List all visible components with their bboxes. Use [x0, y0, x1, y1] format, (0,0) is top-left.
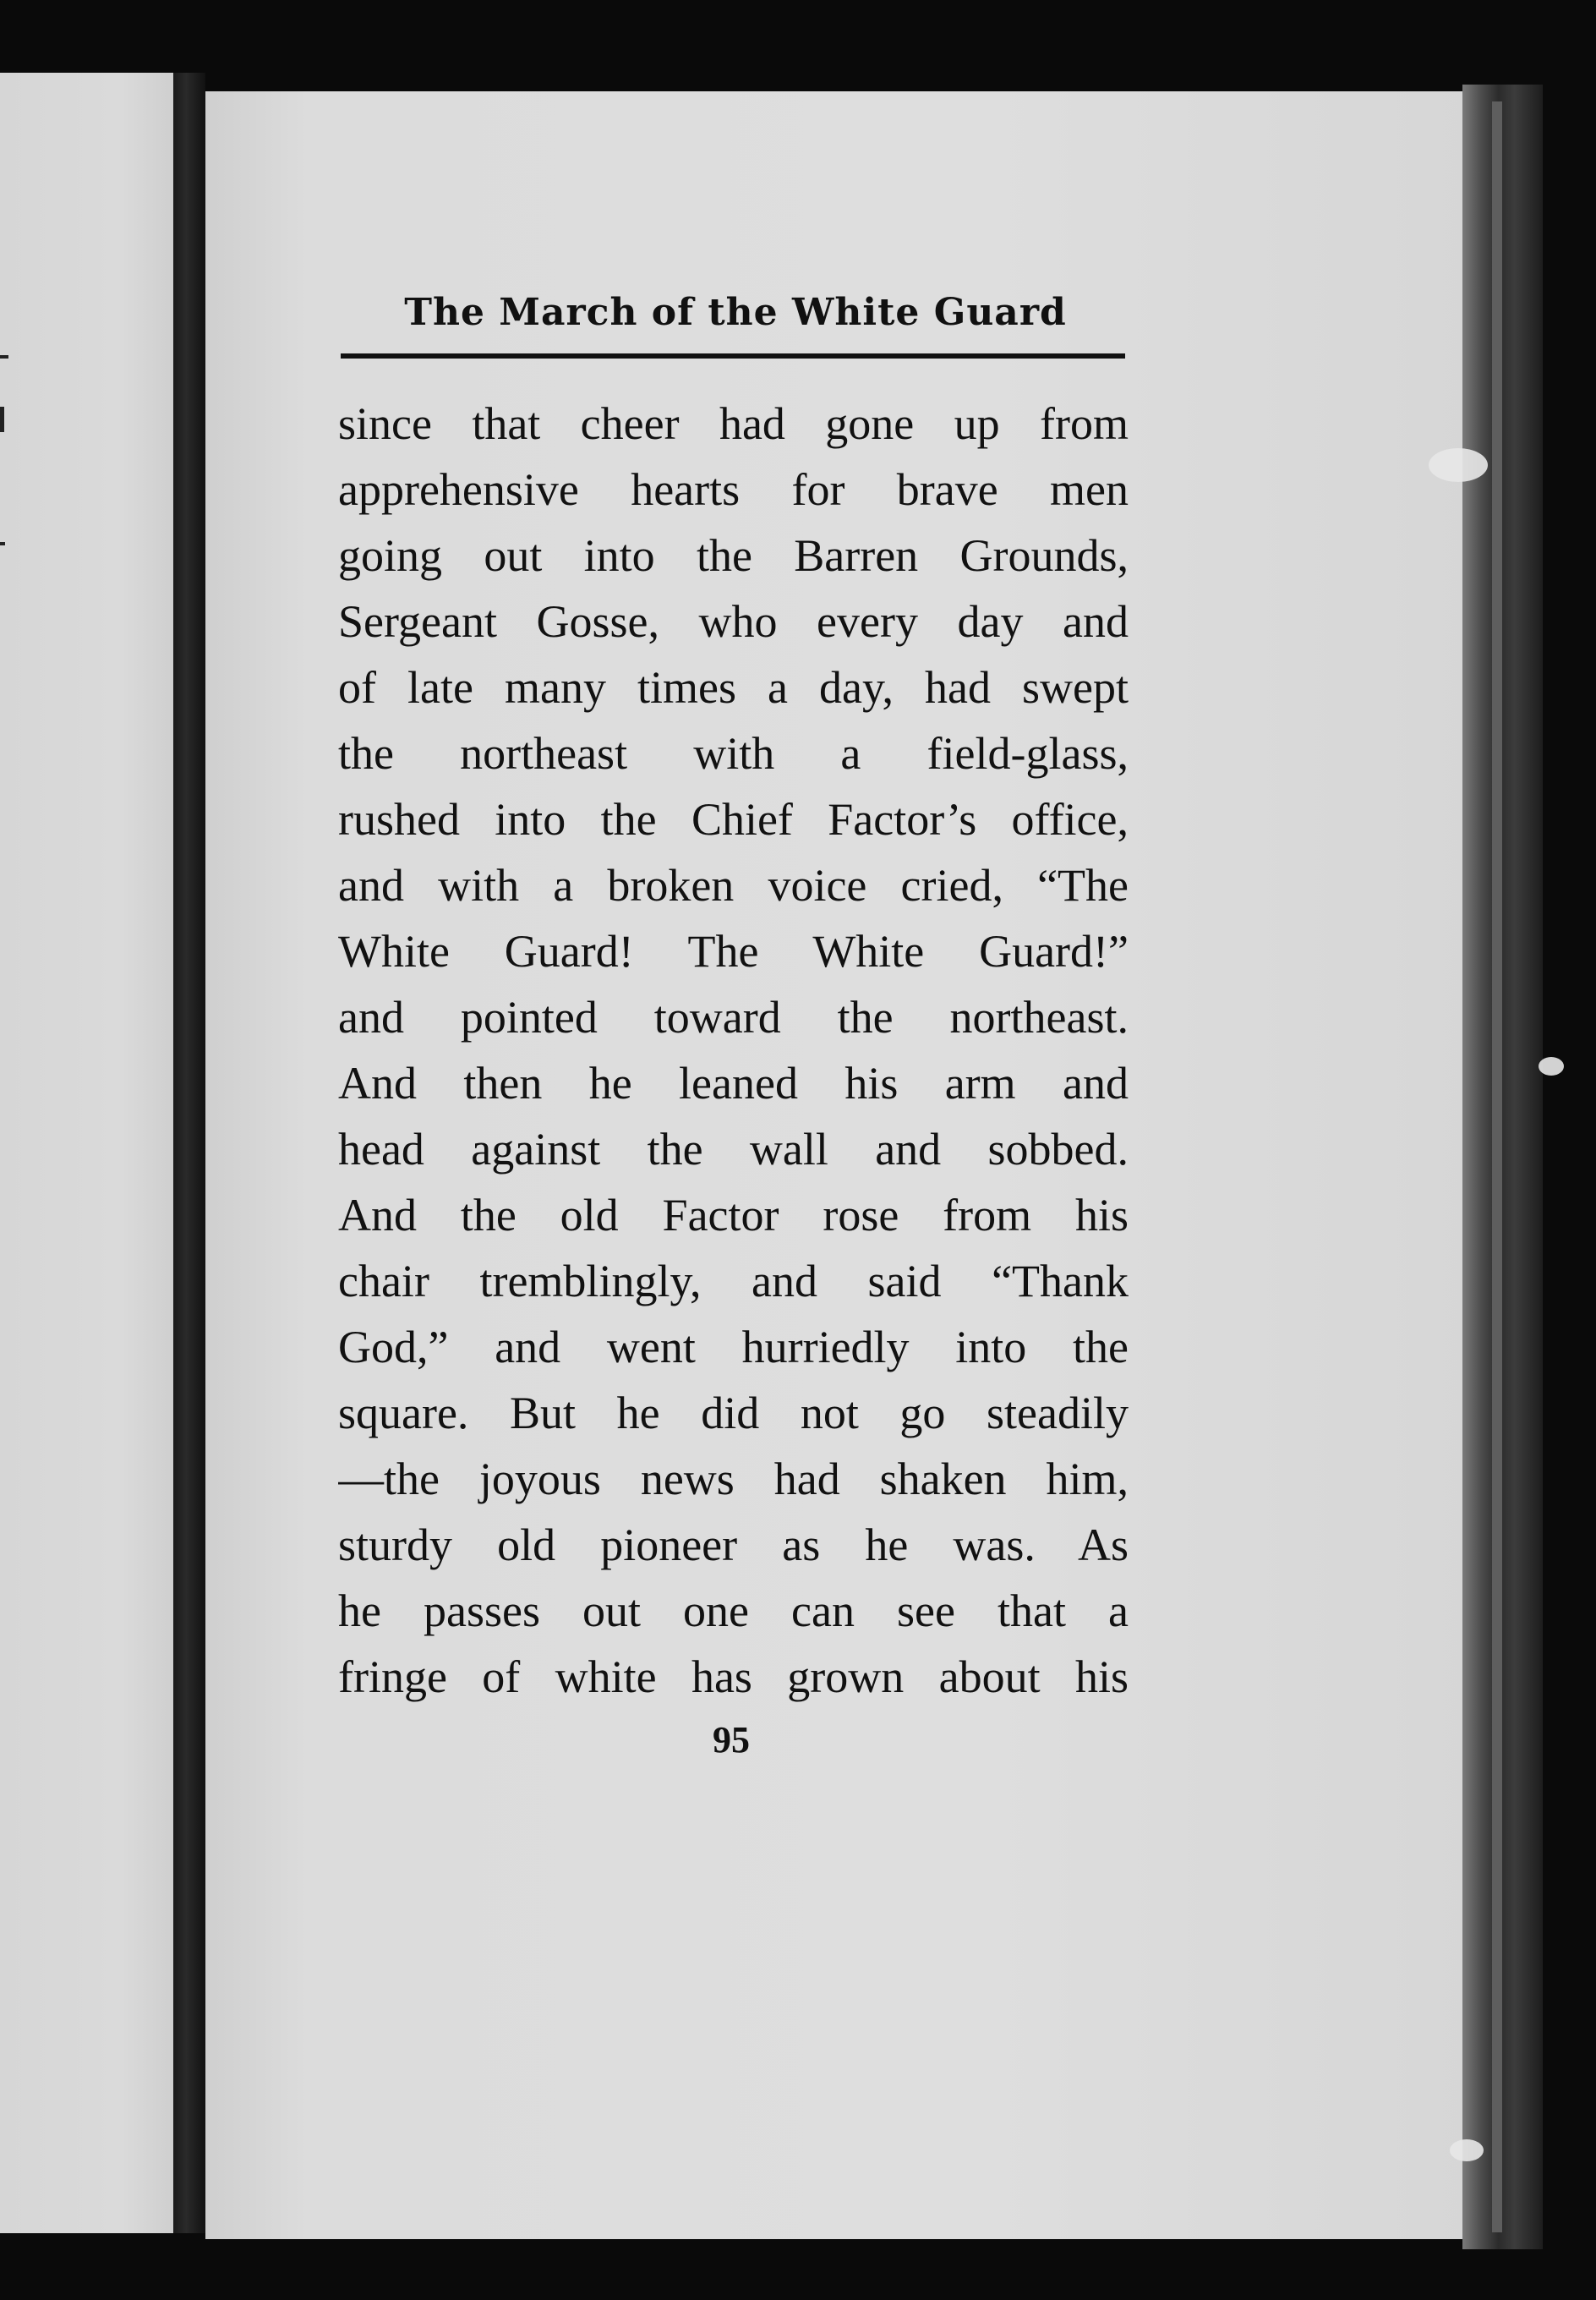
book-cover-edge-band: [1492, 101, 1502, 2232]
text-line: square. But he did not go steadily: [338, 1388, 1129, 1438]
text-line: apprehensive hearts for brave men: [338, 464, 1129, 515]
text-line: —the joyous news had shaken him,: [338, 1454, 1129, 1504]
running-head: The March of the White Guard: [404, 291, 1067, 334]
paper-blemish: [1429, 448, 1488, 482]
text-line: head against the wall and sobbed.: [338, 1124, 1129, 1175]
text-line: of late many times a day, had swept: [338, 662, 1129, 713]
text-line: and pointed toward the northeast.: [338, 992, 1129, 1043]
left-facing-page: [0, 73, 173, 2233]
text-line: fringe of white has grown about his: [338, 1651, 1129, 1702]
text-line: sturdy old pioneer as he was. As: [338, 1520, 1129, 1570]
text-line: Sergeant Gosse, who every day and: [338, 596, 1129, 647]
book-cover-edge: [1462, 85, 1543, 2249]
text-line: God,” and went hurriedly into the: [338, 1322, 1129, 1372]
text-line: rushed into the Chief Factor’s office,: [338, 794, 1129, 845]
text-line: he passes out one can see that a: [338, 1585, 1129, 1636]
text-line: And the old Factor rose from his: [338, 1190, 1129, 1240]
left-page-edge-mark: [0, 542, 5, 545]
text-line: White Guard! The White Guard!”: [338, 926, 1129, 977]
text-line: going out into the Barren Grounds,: [338, 530, 1129, 581]
text-line: chair tremblingly, and said “Thank: [338, 1256, 1129, 1306]
paper-blemish: [1539, 1057, 1564, 1076]
left-page-edge-mark: [0, 407, 4, 432]
running-head-rule: [341, 353, 1125, 359]
paper-blemish: [1450, 2139, 1484, 2161]
text-line: And then he leaned his arm and: [338, 1058, 1129, 1109]
text-line: the northeast with a field-glass,: [338, 728, 1129, 779]
body-text: [338, 391, 1129, 1710]
text-line: since that cheer had gone up from: [338, 398, 1129, 449]
left-page-edge-mark: [0, 355, 8, 359]
text-line: and with a broken voice cried, “The: [338, 860, 1129, 911]
book-gutter: [173, 73, 205, 2233]
page-number: 95: [713, 1719, 750, 1761]
